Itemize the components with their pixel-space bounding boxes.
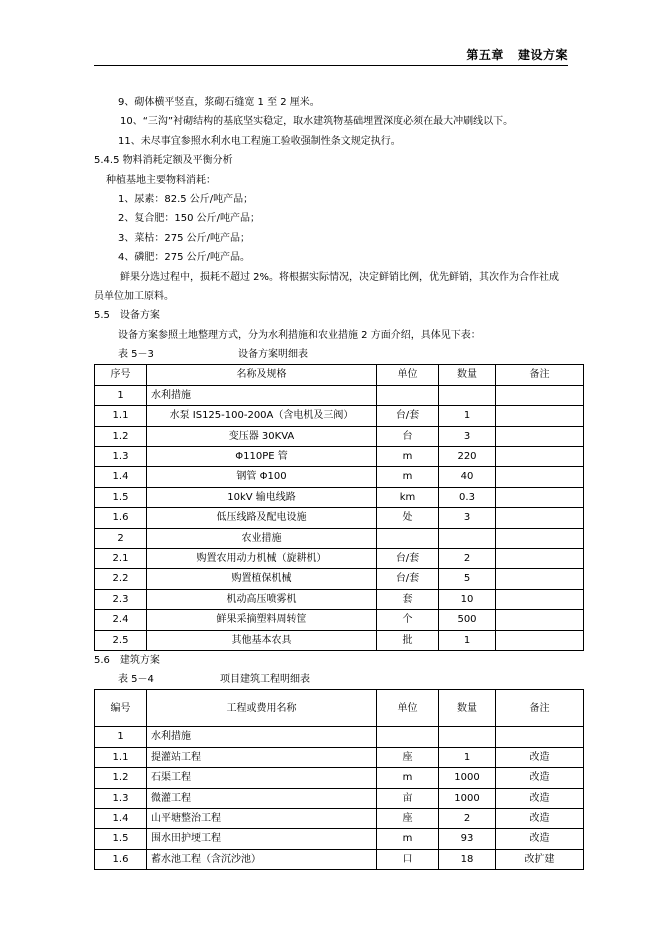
table-row [95,426,584,446]
table-cell: 改造 [496,768,584,788]
table-row [95,610,584,630]
table-cell [439,528,496,548]
table-cell: 1.2 [95,426,147,446]
table2-title: 项目建筑工程明细表 [220,674,310,686]
header-cell: 编号 [95,690,147,727]
table-cell: 鲜果采摘塑料周转筐 [147,610,377,630]
table-cell: 2.1 [95,548,147,568]
table-cell: 1.3 [95,446,147,466]
material-item-1: 1、尿素：82.5 公斤/吨产品； [118,194,254,206]
table-cell: 40 [439,467,496,487]
table-cell: 微灌工程 [147,788,377,808]
table-cell: 购置植保机械 [147,569,377,589]
table-cell: 座 [377,809,439,829]
table-cell: 台/套 [377,569,439,589]
table-cell [496,385,584,405]
table-cell: 蓄水池工程（含沉沙池） [147,849,377,869]
table-cell: m [377,446,439,466]
table-cell: 1.4 [95,809,147,829]
section-5-6-heading: 5.6 建筑方案 [94,654,160,666]
material-item-3: 3、菜枯：275 公斤/吨产品； [118,232,250,244]
header-cell: 工程或费用名称 [147,690,377,727]
table-cell: 1 [439,406,496,426]
table-row [95,528,584,548]
header-cell: 名称及规格 [147,365,377,385]
header-cell: 备注 [496,365,584,385]
table-cell: 1.1 [95,747,147,767]
table-cell: m [377,467,439,487]
materials-intro: 种植基地主要物料消耗： [106,174,216,186]
table-row [95,385,584,405]
clause-11: 11、未尽事宜参照水利水电工程施工验收强制性条文规定执行。 [118,135,401,147]
table-cell: 18 [439,849,496,869]
table1-number: 表 5－3 [118,349,154,361]
table-row [95,788,584,808]
table-cell: 1 [439,630,496,650]
table-cell: 5 [439,569,496,589]
table-cell: 围水田护埂工程 [147,829,377,849]
table-cell: 台/套 [377,548,439,568]
table-cell: 农业措施 [147,528,377,548]
table-cell [496,610,584,630]
table-cell [496,630,584,650]
table-cell: 1.5 [95,487,147,507]
table-cell: 10kV 输电线路 [147,487,377,507]
chapter-number: 第五章 [466,48,504,62]
table-cell [496,528,584,548]
table-cell: 套 [377,589,439,609]
table-cell: 改造 [496,788,584,808]
table-cell: 220 [439,446,496,466]
table-cell [377,727,439,747]
table-cell: 10 [439,589,496,609]
table-row [95,829,584,849]
table-cell: 1.6 [95,849,147,869]
table-cell: 2.3 [95,589,147,609]
table-cell [439,385,496,405]
table-cell [496,467,584,487]
table-row [95,768,584,788]
table-cell: 1.6 [95,508,147,528]
table-row [95,548,584,568]
table-row [95,487,584,507]
table-cell: 提灌站工程 [147,747,377,767]
table-cell: 钢管 Φ100 [147,467,377,487]
table-cell: 购置农用动力机械（旋耕机） [147,548,377,568]
table-cell [496,406,584,426]
table-cell: 2 [95,528,147,548]
table-cell: 口 [377,849,439,869]
table-cell: 亩 [377,788,439,808]
table-row [95,589,584,609]
table-cell: 3 [439,426,496,446]
material-item-2: 2、复合肥：150 公斤/吨产品； [118,213,260,225]
table-row [95,446,584,466]
table-cell [496,446,584,466]
table-cell: m [377,768,439,788]
table-cell: km [377,487,439,507]
header-cell: 数量 [439,365,496,385]
table-cell [496,508,584,528]
table-cell: 2 [439,809,496,829]
table-cell: 处 [377,508,439,528]
table2-number: 表 5－4 [118,674,154,686]
table-cell: 批 [377,630,439,650]
table-cell [496,548,584,568]
table-cell: 1 [439,747,496,767]
table-cell: 个 [377,610,439,630]
table-cell: 石渠工程 [147,768,377,788]
material-item-4: 4、磷肥：275 公斤/吨产品。 [118,252,250,264]
table1-title: 设备方案明细表 [238,349,308,361]
table-cell: 座 [377,747,439,767]
table-cell: 改扩建 [496,849,584,869]
fresh-fruit-paragraph: 鲜果分选过程中，损耗不超过 2%。将根据实际情况，决定鲜销比例，优先鲜销，其次作为合作社成员单位加工原料。 [94,271,560,303]
header-cell: 备注 [496,690,584,727]
table-cell: 台 [377,426,439,446]
table-cell: Φ110PE 管 [147,446,377,466]
header-divider [94,65,568,66]
document-body [94,93,568,870]
table-row [95,467,584,487]
table-row [95,406,584,426]
table-cell: 2 [439,548,496,568]
table-cell: 改造 [496,829,584,849]
equipment-table [94,364,584,651]
table-cell: 其他基本农具 [147,630,377,650]
chapter-title: 建设方案 [517,48,568,62]
table-cell: 1.2 [95,768,147,788]
construction-table [94,689,584,870]
table2-caption [94,670,568,689]
table-cell: m [377,829,439,849]
table-cell [439,727,496,747]
table-cell: 1000 [439,768,496,788]
table-cell: 3 [439,508,496,528]
section-5-4-5-heading: 5.4.5 物料消耗定额及平衡分析 [94,155,233,167]
table-cell: 0.3 [439,487,496,507]
table-cell: 1.5 [95,829,147,849]
table-cell: 1 [95,727,147,747]
table-cell: 山平塘整治工程 [147,809,377,829]
table-cell: 水泵 IS125-100-200A（含电机及三阀） [147,406,377,426]
table-cell [377,528,439,548]
header-cell: 单位 [377,365,439,385]
table-cell: 93 [439,829,496,849]
table-cell: 1.1 [95,406,147,426]
table1-caption [94,345,568,364]
table-cell: 1.3 [95,788,147,808]
table-header-row [95,365,584,385]
table-cell: 2.2 [95,569,147,589]
table-cell: 2.4 [95,610,147,630]
header-cell: 单位 [377,690,439,727]
clause-9: 9、砌体横平竖直，浆砌石缝宽 1 至 2 厘米。 [118,97,320,108]
header-cell: 序号 [95,365,147,385]
table-cell [496,569,584,589]
table-cell: 台/套 [377,406,439,426]
table-row [95,809,584,829]
table-cell [496,487,584,507]
table-cell: 机动高压喷雾机 [147,589,377,609]
table-cell: 1 [95,385,147,405]
table-row [95,630,584,650]
table-cell [377,385,439,405]
clause-10: 10、“三沟”衬砌结构的基底坚实稳定，取水建筑物基础埋置深度必须在最大冲刷线以下。 [120,116,514,128]
table-cell: 水利措施 [147,727,377,747]
table-row [95,508,584,528]
table-cell [496,727,584,747]
table-cell: 改造 [496,809,584,829]
table-cell: 1000 [439,788,496,808]
header-cell: 数量 [439,690,496,727]
table-cell [496,589,584,609]
table-cell: 变压器 30KVA [147,426,377,446]
table-row [95,849,584,869]
table-cell: 低压线路及配电设施 [147,508,377,528]
table-header-row [95,690,584,727]
table-row [95,569,584,589]
table-cell: 500 [439,610,496,630]
page-header [466,46,568,63]
section-5-5-intro: 设备方案参照土地整理方式，分为水利措施和农业措施 2 方面介绍，具体见下表： [118,329,481,341]
table-cell [496,426,584,446]
table-cell: 改造 [496,747,584,767]
table-cell: 水利措施 [147,385,377,405]
section-5-5-heading: 5.5 设备方案 [94,310,160,322]
table-row [95,727,584,747]
table-cell: 1.4 [95,467,147,487]
table-row [95,747,584,767]
table-cell: 2.5 [95,630,147,650]
